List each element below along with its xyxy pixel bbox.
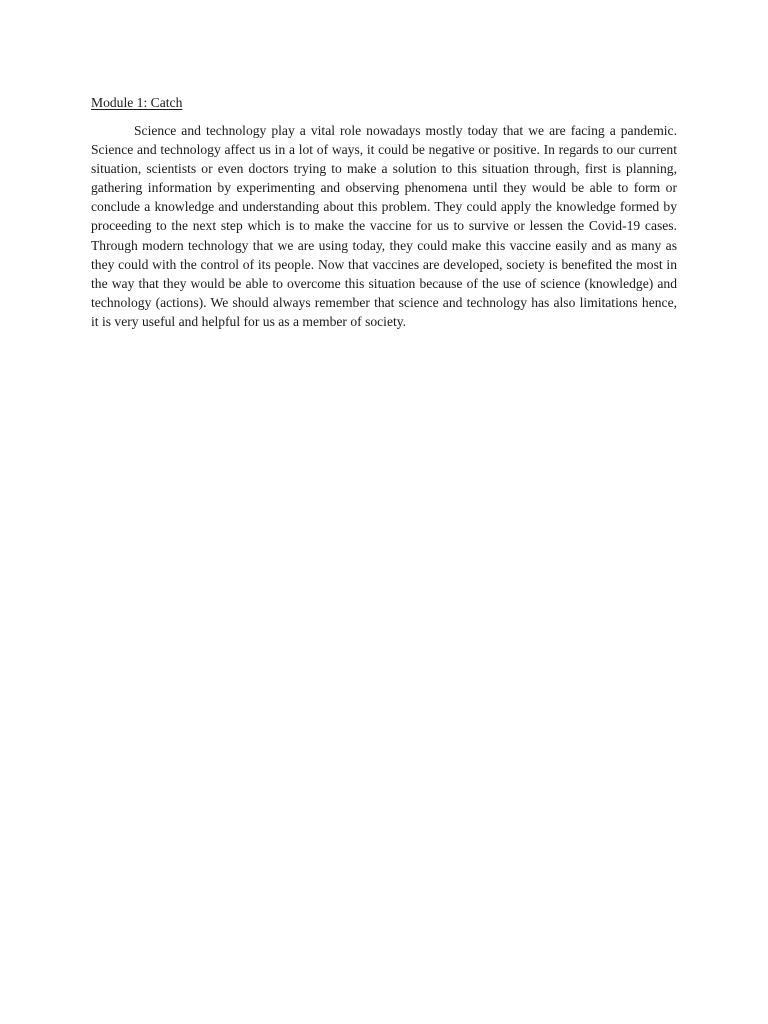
module-heading: Module 1: Catch bbox=[91, 95, 183, 110]
document-content bbox=[91, 94, 677, 331]
essay-paragraph: Science and technology play a vital role nowadays mostly today that we are facing a pandemic. Science and technology affect us in a lot of ways, it could be negative or positive. In regards to our current situation, scientists or even doctors trying to make a solution to this situation through, first is planning, gathering information by experimenting and observing phenomena until they would be able to form or conclude a knowledge and understanding about this problem. They could apply the knowledge formed by proceeding to the next step which is to make the vaccine for us to survive or lessen the Covid-19 cases. Through modern technology that we are using today, they could make this vaccine easily and as many as they could with the control of its people. Now that vaccines are developed, society is benefited the most in the way that they would be able to overcome this situation because of the use of science (knowledge) and technology (actions). We should always remember that science and technology has also limitations hence, it is very useful and helpful for us as a member of society. bbox=[91, 123, 677, 329]
